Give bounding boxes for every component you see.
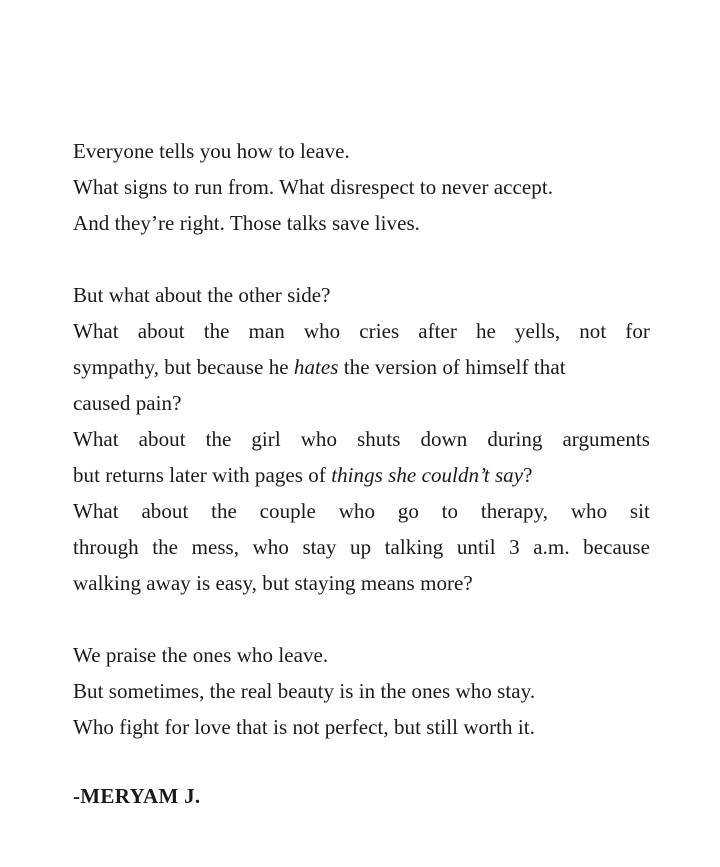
word: because: [583, 535, 650, 559]
poem-line: walking away is easy, but staying means more?: [73, 571, 473, 595]
poem-line: We praise the ones who leave.: [73, 643, 329, 667]
word: What: [73, 427, 119, 451]
word: What: [73, 499, 119, 523]
word: after: [418, 319, 457, 343]
word: shuts: [357, 427, 401, 451]
word: 3: [509, 535, 520, 559]
word: who: [570, 499, 608, 523]
poem-line-justified: [73, 313, 650, 349]
poem-line: Everyone tells you how to leave.: [73, 139, 350, 163]
word: about: [137, 319, 185, 343]
word: the: [152, 535, 179, 559]
stanza-gap: [73, 601, 650, 637]
poem-line: But what about the other side?: [73, 283, 331, 307]
stanza-3: [73, 637, 650, 745]
word: up: [350, 535, 372, 559]
poem-line: But sometimes, the real beauty is in the ones who stay.: [73, 679, 536, 703]
emphasis-text: hates: [293, 355, 339, 379]
poem-line-justified: [73, 529, 650, 565]
word: the: [203, 319, 230, 343]
word: cries: [359, 319, 400, 343]
word: the: [211, 499, 237, 523]
word: for: [625, 319, 650, 343]
word: stay: [302, 535, 337, 559]
text-run: but returns later with pages of: [73, 463, 332, 487]
word: who: [303, 319, 341, 343]
word: man: [248, 319, 285, 343]
stanza-2: [73, 277, 650, 601]
word: until: [456, 535, 496, 559]
word: girl: [251, 427, 281, 451]
word: during: [487, 427, 543, 451]
word: talking: [384, 535, 444, 559]
word: the: [205, 427, 232, 451]
word: down: [420, 427, 468, 451]
word: go: [397, 499, 419, 523]
poem-line-justified: [73, 493, 650, 529]
word: about: [141, 499, 189, 523]
word: not: [579, 319, 607, 343]
stanza-1: [73, 133, 650, 241]
word: What: [73, 319, 119, 343]
word: couple: [259, 499, 316, 523]
text-run: the version of himself that: [338, 355, 566, 379]
emphasis-text: things she couldn’t say: [331, 463, 524, 487]
poem-line: And they’re right. Those talks save lives.: [73, 211, 420, 235]
stanza-gap: [73, 241, 650, 277]
word: who: [300, 427, 338, 451]
word: about: [138, 427, 186, 451]
word: a.m.: [533, 535, 570, 559]
word: through: [73, 535, 139, 559]
text-run: sympathy, but because he: [73, 355, 294, 379]
word: mess,: [191, 535, 240, 559]
word: he: [476, 319, 496, 343]
word: therapy,: [480, 499, 549, 523]
word: arguments: [562, 427, 650, 451]
poem-line: [73, 349, 650, 385]
word: to: [441, 499, 459, 523]
poem: [73, 133, 650, 814]
text-run: ?: [523, 463, 533, 487]
word: who: [338, 499, 376, 523]
word: who: [252, 535, 289, 559]
poem-line: caused pain?: [73, 391, 182, 415]
poem-line: What signs to run from. What disrespect to never accept.: [73, 175, 554, 199]
author-signature: -MERYAM J.: [73, 784, 201, 808]
poem-line-justified: [73, 421, 650, 457]
word: sit: [629, 499, 650, 523]
poem-line: Who fight for love that is not perfect, but still worth it.: [73, 715, 535, 739]
poem-line: [73, 457, 650, 493]
word: yells,: [514, 319, 561, 343]
